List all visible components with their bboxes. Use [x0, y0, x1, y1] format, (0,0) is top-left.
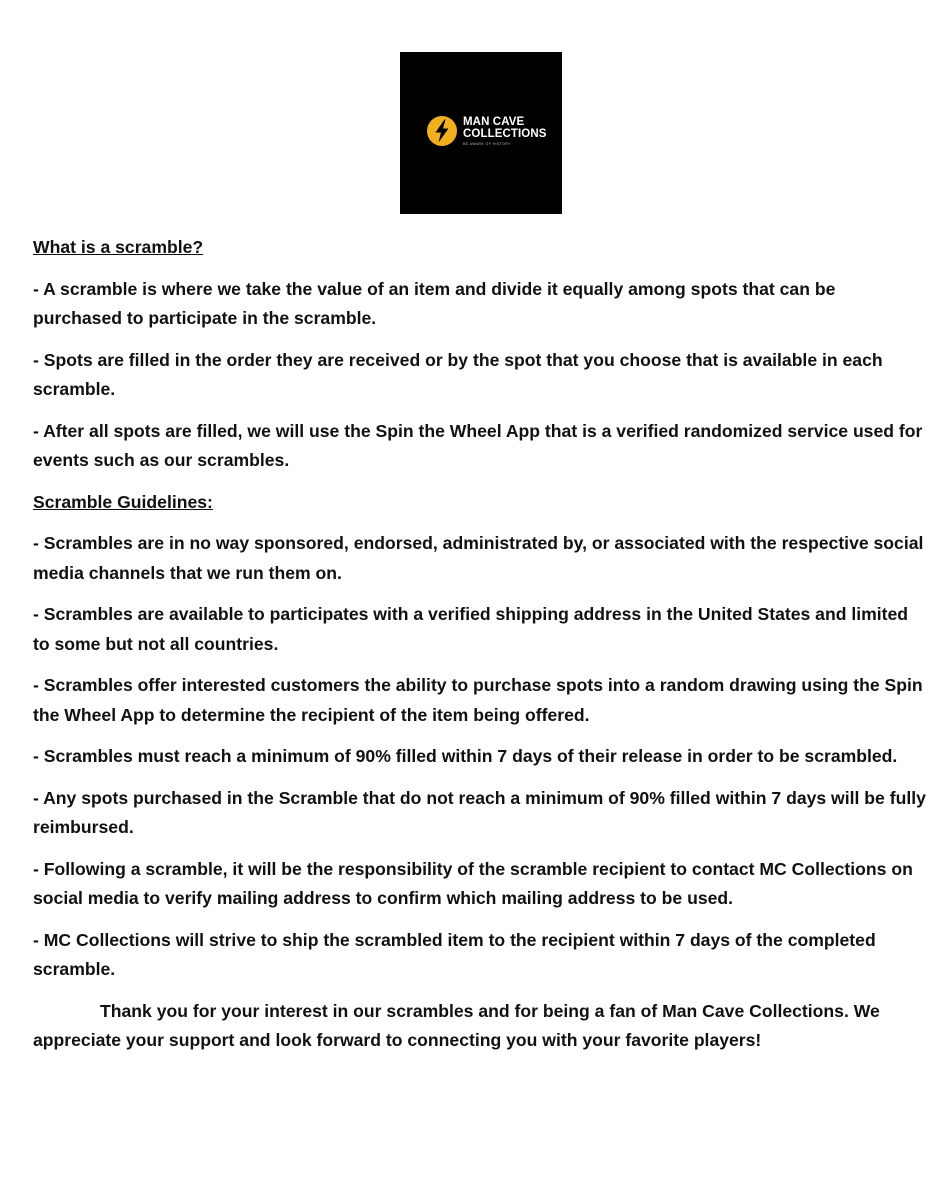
logo-wordmark	[463, 116, 547, 140]
section-heading-what-is-scramble: What is a scramble?	[33, 237, 204, 257]
paragraph: - Following a scramble, it will be the responsibility of the scramble recipient to contact MC Collections on social media to verify mailing address to confirm which mailing address to be used.	[33, 858, 913, 908]
logo-tagline: BE AWARE OF HISTORY	[463, 142, 511, 146]
paragraph: - Any spots purchased in the Scramble that do not reach a minimum of 90% filled within 7 days will be fully reimbursed.	[33, 787, 926, 837]
paragraph: - Scrambles are in no way sponsored, endorsed, administrated by, or associated with the respective social media channels that we run them on.	[33, 533, 924, 583]
document-body	[33, 233, 928, 1068]
section-heading-guidelines: Scramble Guidelines:	[33, 491, 213, 512]
paragraph: - Scrambles must reach a minimum of 90% filled within 7 days of their release in order to be scrambled.	[33, 746, 898, 766]
logo	[400, 52, 562, 214]
paragraph: - A scramble is where we take the value of an item and divide it equally among spots that can be purchased to participate in the scramble.	[33, 278, 836, 328]
closing-paragraph: Thank you for your interest in our scrambles and for being a fan of Man Cave Collections. We appreciate your support and look forward to connecting you with your favorite players!	[33, 1000, 880, 1050]
paragraph: - Scrambles offer interested customers the ability to purchase spots into a random drawing using the Spin the Wheel App to determine the recipient of the item being offered.	[33, 675, 923, 725]
logo-line-2: COLLECTIONS	[463, 128, 547, 140]
lightning-bolt-icon	[426, 115, 458, 147]
paragraph: - After all spots are filled, we will use the Spin the Wheel App that is a verified randomized service used for events such as our scrambles.	[33, 420, 923, 470]
logo-line-1: MAN CAVE	[463, 116, 525, 128]
paragraph: - Spots are filled in the order they are received or by the spot that you choose that is available in each scramble.	[33, 349, 883, 399]
paragraph: - Scrambles are available to participates with a verified shipping address in the United States and limited to some but not all countries.	[33, 604, 909, 654]
paragraph: - MC Collections will strive to ship the scrambled item to the recipient within 7 days of the completed scramble.	[33, 929, 876, 979]
